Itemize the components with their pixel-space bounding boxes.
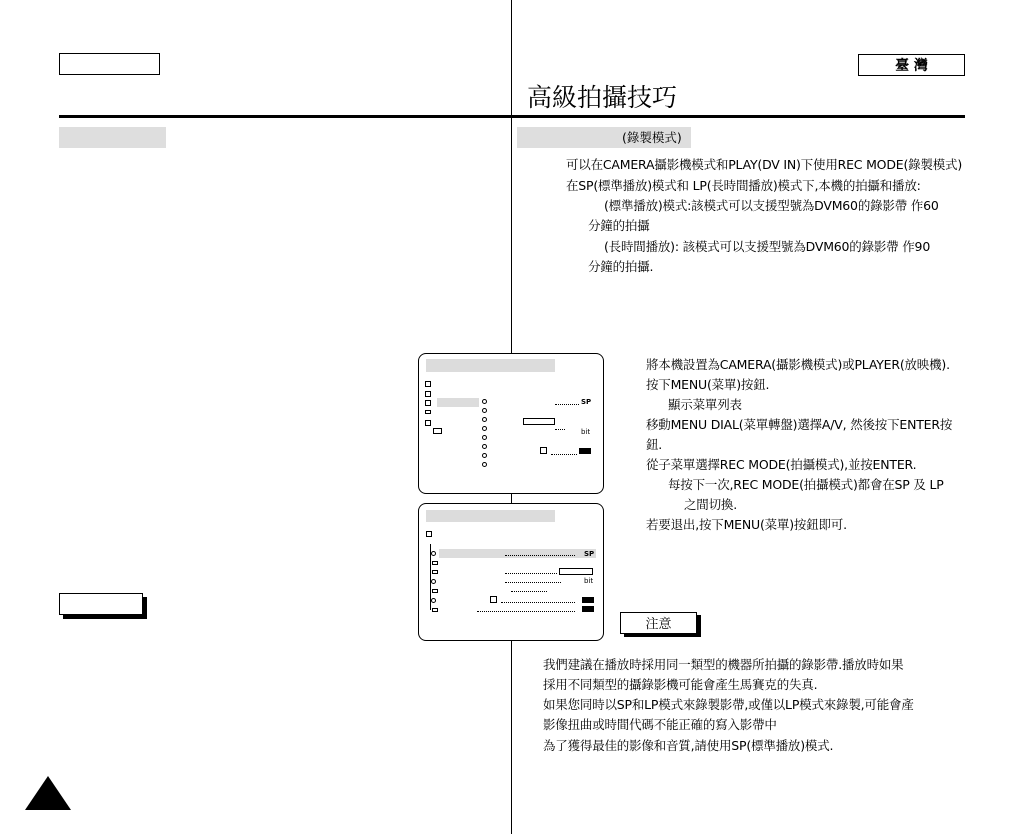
rec-mode-leader <box>555 404 579 405</box>
intro-line-5: (長時間播放): 該模式可以支援型號為DVM60的錄影帶 作90 <box>604 239 931 254</box>
option-bullet-icon <box>482 444 487 449</box>
option-bullet-icon <box>482 417 487 422</box>
wind-cut-icon <box>490 596 497 603</box>
speaker-value <box>582 606 594 612</box>
input-source-icon <box>523 418 555 425</box>
step-4-note: 每按下一次,REC MODE(拍攝模式)都會在SP 及 LP <box>668 477 944 492</box>
note-line-1: 我們建議在播放時採用同一類型的機器所拍攝的錄影帶.播放時如果 <box>543 657 904 672</box>
note-line-4: 影像扭曲或時間代碼不能正確的寫入影帶中 <box>543 717 777 732</box>
speaker-leader <box>477 611 575 612</box>
wind-cut-leader <box>501 602 575 603</box>
folder-icon <box>426 531 432 537</box>
page-marker-triangle-icon <box>25 776 71 810</box>
rec-mode-selected-row <box>439 549 596 558</box>
rec-mode-row-icon <box>431 551 436 556</box>
step-4: 從子菜單選擇REC MODE(拍攝模式),並按ENTER. <box>646 457 917 472</box>
step-1: 將本機設置為CAMERA(攝影機模式)或PLAYER(放映機). <box>646 357 950 372</box>
audio-row-icon <box>432 561 438 565</box>
wind-cut-icon <box>540 447 547 454</box>
audio-mode-value: bit <box>581 428 591 436</box>
step-5: 若要退出,按下MENU(菜單)按鈕即可. <box>646 517 847 532</box>
menu-screen-2 <box>418 503 604 641</box>
option-bullet-icon <box>482 453 487 458</box>
menu-screen-1-titlebar <box>426 359 555 372</box>
language-tab-taiwan <box>858 54 965 76</box>
menu-screen-1 <box>418 353 604 494</box>
left-callout-box <box>59 593 143 615</box>
camera-icon <box>425 381 431 387</box>
menu-screen-1-selected-row <box>437 398 479 407</box>
menu-screen-2-titlebar <box>426 510 555 522</box>
note-line-5: 為了獲得最佳的影像和音質,請使用SP(標準播放)模式. <box>543 738 834 753</box>
setup-icon <box>433 428 442 434</box>
page-title: 高級拍攝技巧 <box>527 83 678 112</box>
step-3-cont: 鈕. <box>646 437 663 452</box>
option-bullet-icon <box>482 435 487 440</box>
audio-select-leader <box>511 591 547 592</box>
section-heading-label: (錄製模式) <box>622 130 682 145</box>
intro-line-3: (標準播放)模式:該模式可以支援型號為DVM60的錄影帶 作60 <box>604 198 939 213</box>
audio-mode-leader <box>505 582 561 583</box>
input-source-leader <box>505 573 557 574</box>
audio-row-icon <box>432 589 438 593</box>
audio-mode-value: bit <box>584 577 594 585</box>
left-section-heading <box>59 127 166 148</box>
intro-line-6: 分鐘的拍攝. <box>588 259 654 274</box>
note-line-2: 採用不同類型的攝錄影機可能會產生馬賽克的失真. <box>543 677 818 692</box>
memory-icon <box>425 420 431 426</box>
option-bullet-icon <box>482 408 487 413</box>
note-line-3: 如果您同時以SP和LP模式來錄製影帶,或僅以LP模式來錄製,可能會產 <box>543 697 914 712</box>
audio-row-icon <box>432 608 438 612</box>
option-bullet-icon <box>482 462 487 467</box>
intro-line-2: 在SP(標準播放)模式和 LP(長時間播放)模式下,本機的拍攝和播放: <box>566 178 921 193</box>
wind-cut-value <box>582 597 594 603</box>
step-3: 移動MENU DIAL(菜單轉盤)選擇A/V, 然後按下ENTER按 <box>646 417 953 432</box>
tape-icon <box>425 410 431 414</box>
region-label: 臺 灣 <box>895 58 928 74</box>
audio-row-icon <box>432 570 438 574</box>
option-bullet-icon <box>482 399 487 404</box>
wind-cut-leader <box>551 454 577 455</box>
audio-row-icon <box>431 579 436 584</box>
input-source-icon <box>559 568 593 575</box>
language-tab-english <box>59 53 160 75</box>
section-heading <box>517 127 691 148</box>
camera-icon <box>425 391 431 397</box>
step-4-note-cont: 之間切換. <box>684 497 737 512</box>
audio-row-icon <box>431 598 436 603</box>
option-bullet-icon <box>482 426 487 431</box>
step-2-note: 顯示菜單列表 <box>668 397 742 412</box>
step-2: 按下MENU(菜單)按鈕. <box>646 377 770 392</box>
intro-line-1: 可以在CAMERA攝影機模式和PLAY(DV IN)下使用REC MODE(錄製模式) <box>566 157 963 172</box>
rec-mode-leader <box>505 555 575 556</box>
header-rule <box>59 115 965 118</box>
intro-line-4: 分鐘的拍攝 <box>588 218 650 233</box>
rec-mode-value: SP <box>581 398 592 406</box>
rec-mode-value: SP <box>584 550 595 558</box>
folder-icon <box>425 400 431 406</box>
note-label: 注意 <box>645 617 672 632</box>
audio-mode-leader <box>555 429 565 430</box>
wind-cut-value <box>579 448 591 454</box>
note-label-box <box>620 612 697 634</box>
